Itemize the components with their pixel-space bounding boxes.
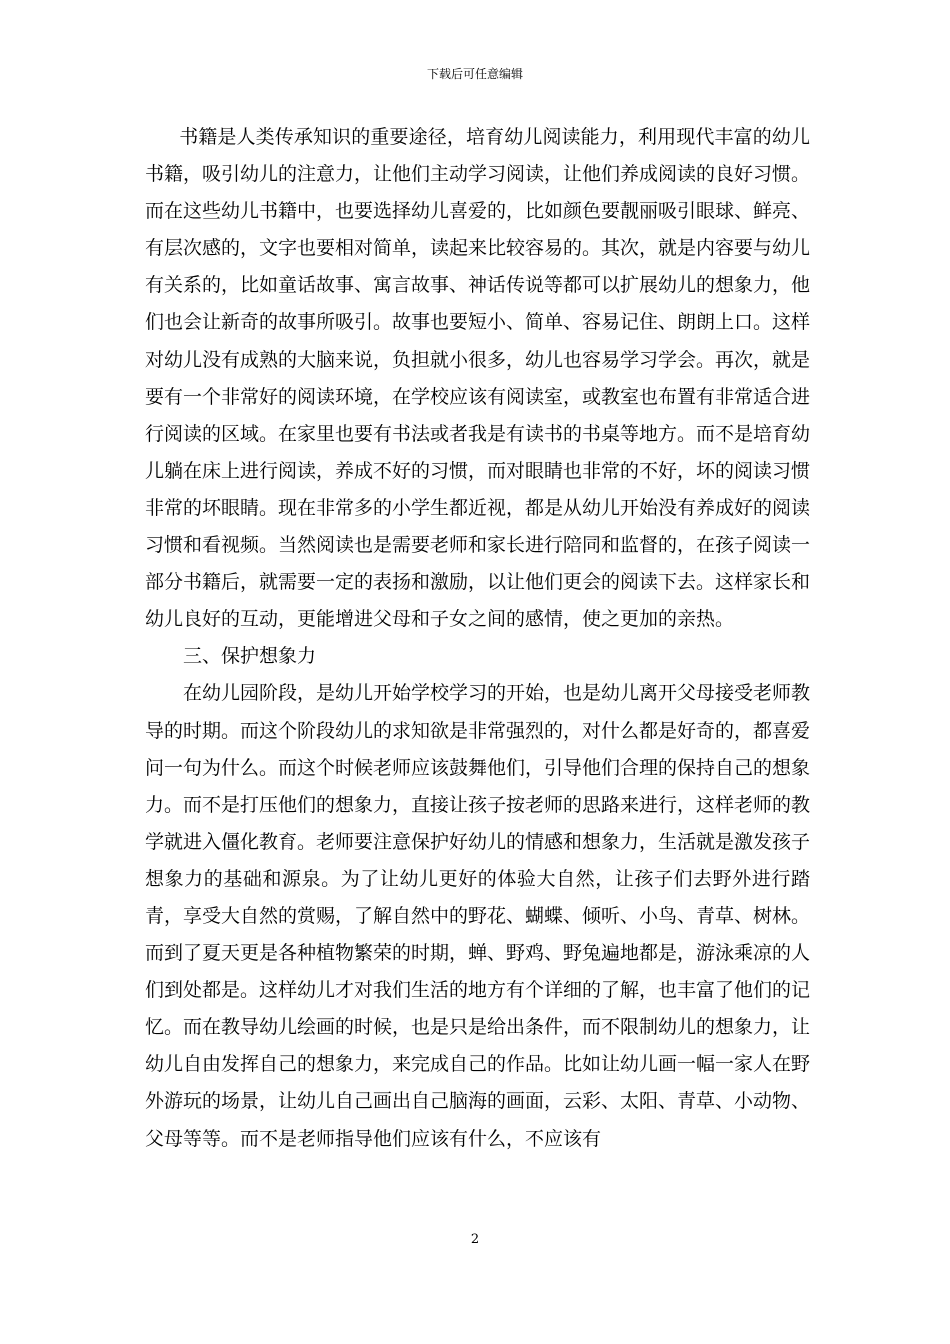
page-number: 2 xyxy=(470,1232,480,1247)
section-heading: 三、保护想象力 xyxy=(183,645,317,668)
document-body xyxy=(145,119,810,1158)
page-header: 下载后可任意编辑 xyxy=(426,67,523,81)
paragraph-reading-books: 书籍是人类传承知识的重要途径，培育幼儿阅读能力，利用现代丰富的幼儿书籍，吸引幼儿的注意力，让他们主动学习阅读，让他们养成阅读的良好习惯。而在这些幼儿书籍中，也要选择幼儿喜爱的，比如颜色要靓丽吸引眼球、鲜亮、有层次感的，文字也要相对简单，读起来比较容易的。其次，就是内容要与幼儿有关系的，比如童话故事、寓言故事、神话传说等都可以扩展幼儿的想象力，他们也会让新奇的故事所吸引。故事也要短小、简单、容易记住、朗朗上口。这样对幼儿没有成熟的大脑来说，负担就小很多，幼儿也容易学习学会。再次，就是要有一个非常好的阅读环境，在学校应该有阅读室，或教室也布置有非常适合进行阅读的区域。在家里也要有书法或者我是有读书的书桌等地方。而不是培育幼儿躺在床上进行阅读，养成不好的习惯，而对眼睛也非常的不好，坏的阅读习惯非常的坏眼睛。现在非常多的小学生都近视，都是从幼儿开始没有养成好的阅读习惯和看视频。当然阅读也是需要老师和家长进行陪同和监督的，在孩子阅读一部分书籍后，就需要一定的表扬和激励，以让他们更会的阅读下去。这样家长和幼儿良好的互动，更能增进父母和子女之间的感情，使之更加的亲热。 xyxy=(145,126,811,631)
paragraph-imagination: 在幼儿园阶段，是幼儿开始学校学习的开始，也是幼儿离开父母接受老师教导的时期。而这个阶段幼儿的求知欲是非常强烈的，对什么都是好奇的，都喜爱问一句为什么。而这个时候老师应该鼓舞他们，引导他们合理的保持自己的想象力。而不是打压他们的想象力，直接让孩子按老师的思路来进行，这样老师的教学就进入僵化教育。老师要注意保护好幼儿的情感和想象力，生活就是激发孩子想象力的基础和源泉。为了让幼儿更好的体验大自然，让孩子们去野外进行踏青，享受大自然的赏赐，了解自然中的野花、蝴蝶、倾听、小鸟、青草、树林。而到了夏天更是各种植物繁荣的时期，蝉、野鸡、野兔遍地都是，游泳乘凉的人们到处都是。这样幼儿才对我们生活的地方有个详细的了解，也丰富了他们的记忆。而在教导幼儿绘画的时候，也是只是给出条件，而不限制幼儿的想象力，让幼儿自由发挥自己的想象力，来完成自己的作品。比如让幼儿画一幅一家人在野外游玩的场景，让幼儿自己画出自己脑海的画面，云彩、太阳、青草、小动物、父母等等。而不是老师指导他们应该有什么，不应该有 xyxy=(145,682,811,1150)
